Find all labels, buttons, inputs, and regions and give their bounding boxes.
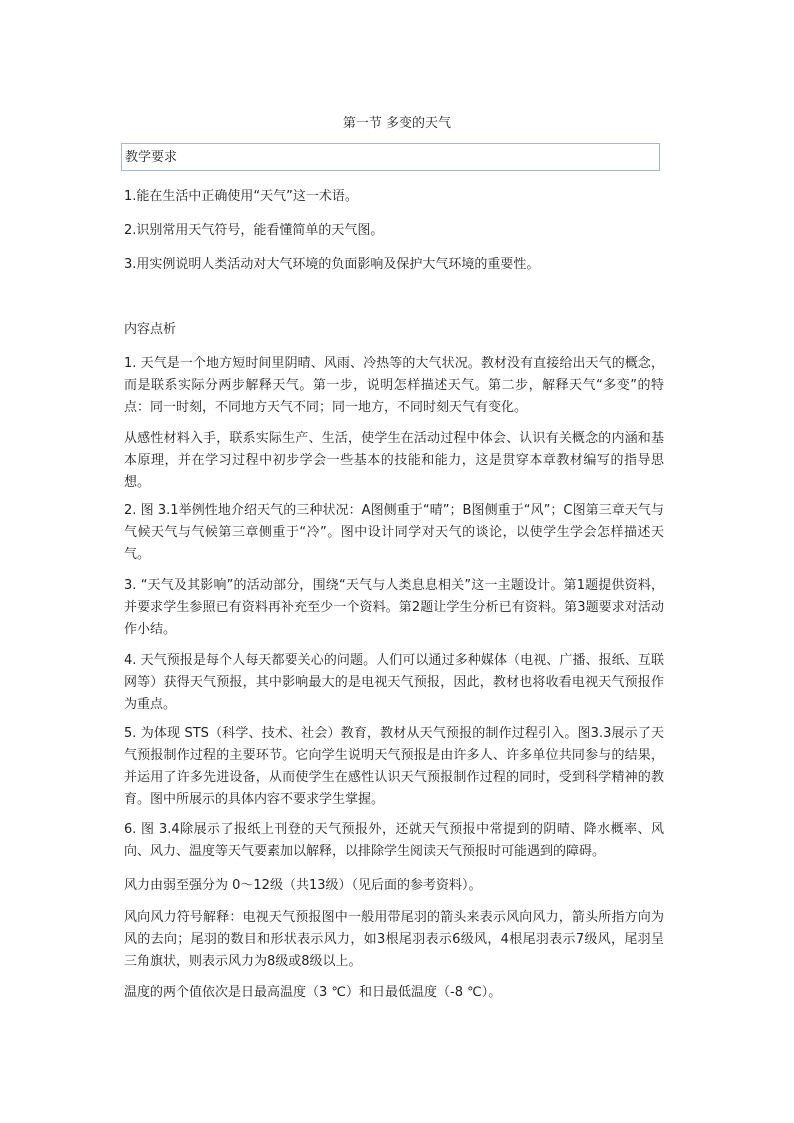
body-paragraph: 4. 天气预报是每个人每天都要关心的问题。人们可以通过多种媒体（电视、广播、报纸、互联网等）获得天气预报，其中影响最大的是电视天气预报，因此，教材也将收看电视天气预报作为重点。 bbox=[124, 653, 664, 712]
body-paragraph: 1. 天气是一个地方短时间里阴晴、风雨、冷热等的大气状况。教材没有直接给出天气的概念，而是联系实际分两步解释天气。第一步，说明怎样描述天气。第二步，解释天气“多变”的特点：同一时刻，不同地方天气不同；同一地方，不同时刻天气有变化。 bbox=[124, 356, 664, 415]
body-paragraph: 温度的两个值依次是日最高温度（3 ℃）和日最低温度（-8 ℃）。 bbox=[124, 985, 502, 1000]
content-analysis-heading: 内容点析 bbox=[124, 322, 177, 337]
body-paragraph: 2. 图 3.1举例性地介绍天气的三种状况：A图侧重于“晴”；B图侧重于“风”；C图第三章天气与气候天气与气候第三章侧重于“冷”。图中设计同学对天气的谈论，以使学生学会怎样描述天气。 bbox=[124, 503, 664, 562]
teaching-requirements-heading: 教学要求 bbox=[125, 150, 178, 165]
requirement-item: 3.用实例说明人类活动对大气环境的负面影响及保护大气环境的重要性。 bbox=[124, 257, 540, 272]
teaching-requirements-heading-box bbox=[121, 143, 660, 171]
body-paragraph: 从感性材料入手，联系实际生产、生活，使学生在活动过程中体会、认识有关概念的内涵和基本原理，并在学习过程中初步学会一些基本的技能和能力，这是贯穿本章教材编写的指导思想。 bbox=[124, 431, 664, 490]
requirement-item: 2.识别常用天气符号，能看懂简单的天气图。 bbox=[124, 223, 384, 238]
body-paragraph: 5. 为体现 STS（科学、技术、社会）教育，教材从天气预报的制作过程引入。图3.3展示了天气预报制作过程的主要环节。它向学生说明天气预报是由许多人、许多单位共同参与的结果，并运用了许多先进设备，从而使学生在感性认识天气预报制作过程的同时，受到科学精神的教育。图中所展示的具体内容不要求学生掌握。 bbox=[124, 726, 664, 807]
body-paragraph: 6. 图 3.4除展示了报纸上刊登的天气预报外，还就天气预报中常提到的阴晴、降水概率、风向、风力、温度等天气要素加以解释，以排除学生阅读天气预报时可能遇到的障碍。 bbox=[124, 822, 664, 859]
body-paragraph: 3. “天气及其影响”的活动部分，围绕“天气与人类息息相关”这一主题设计。第1题提供资料，并要求学生参照已有资料再补充至少一个资料。第2题让学生分析已有资料。第3题要求对活动作小结。 bbox=[124, 578, 664, 637]
body-paragraph: 风力由弱至强分为 0～12级（共13级）（见后面的参考资料）。 bbox=[124, 878, 482, 893]
body-paragraph: 风向风力符号解释：电视天气预报图中一般用带尾羽的箭头来表示风向风力，箭头所指方向为风的去向；尾羽的数目和形状表示风力，如3根尾羽表示6级风，4根尾羽表示7级风，尾羽呈三角旗状，则表示风力为8级或8级以上。 bbox=[124, 910, 664, 969]
requirement-item: 1.能在生活中正确使用“天气”这一术语。 bbox=[124, 189, 358, 204]
page-title: 第一节 多变的天气 bbox=[342, 116, 452, 131]
